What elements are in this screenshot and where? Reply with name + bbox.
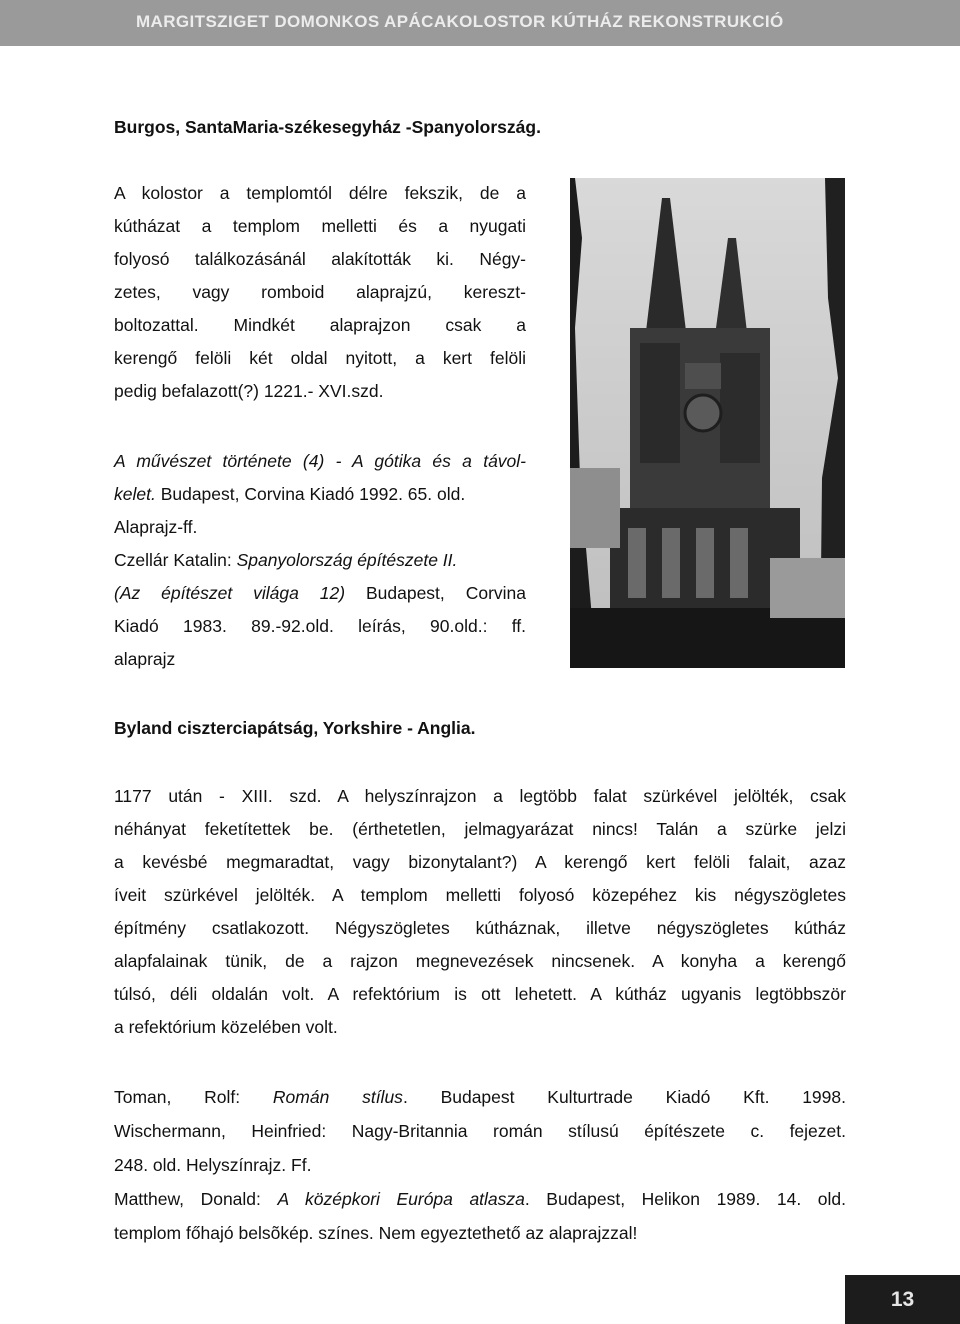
byland-body (114, 780, 846, 1044)
text-line: néhányat feketítettek be. (érthetetlen, jelmagyarázat nincs! Talán a szürke jelzi (114, 819, 846, 839)
page-number-box (845, 1275, 960, 1324)
text-line: kerengő felöli két oldal nyitott, a kert felöli (114, 348, 526, 368)
book-title: Román stílus (272, 1087, 403, 1107)
header-title: MARGITSZIGET DOMONKOS APÁCAKOLOSTOR KÚTHÁZ REKONSTRUKCIÓ (136, 12, 784, 31)
series-title: (Az építészet világa 12) (114, 583, 346, 603)
burgos-references (114, 445, 526, 676)
reference-line (114, 544, 526, 577)
text-line: íveit szürkével jelölték. A templom melletti folyosó közepéhez kis négyszögletes (114, 885, 846, 905)
book-title: Spanyolország építészete II. (236, 550, 458, 570)
section-heading-burgos: Burgos, SantaMaria-székesegyház -Spanyolország. (114, 117, 541, 137)
reference-line: Alaprajz-ff. (114, 517, 198, 537)
page-header-bar (0, 0, 960, 46)
author: Matthew, Donald: (114, 1189, 278, 1209)
reference-toman (114, 1080, 846, 1114)
book-title: kelet. (114, 484, 156, 504)
author: Toman, Rolf: (114, 1087, 273, 1107)
publisher-info: Budapest, Corvina (345, 583, 526, 603)
page-number: 13 (890, 1288, 915, 1311)
text-line: A kolostor a templomtól délre fekszik, de a (114, 183, 526, 203)
burgos-description (114, 177, 526, 408)
book-title: A középkori Európa atlasza (277, 1189, 525, 1209)
text-line: túlsó, déli oldalán volt. A refektórium is ott lehetett. A kútház ugyanis legtöbbször (114, 984, 846, 1004)
section-heading-byland: Byland ciszterciapátság, Yorkshire - Anglia. (114, 718, 476, 738)
bibliography (114, 1080, 846, 1250)
text-line: építmény csatlakozott. Négyszögletes kútháznak, illetve négyszögletes kútház (114, 918, 846, 938)
book-title: A művészet története (4) - A gótika és a távol- (114, 451, 526, 471)
author: Czellár Katalin: (114, 550, 237, 570)
reference-line: Kiadó 1983. 89.-92.old. leírás, 90.old.: ff. (114, 616, 526, 636)
text-line: kútházat a templom melletti és a nyugati (114, 216, 526, 236)
reference-matthew-note: templom főhajó belsõkép. színes. Nem egyeztethető az alaprajzzal! (114, 1223, 638, 1243)
publisher-info: . Budapest Kulturtrade Kiadó Kft. 1998. (402, 1087, 846, 1107)
reference-wischermann-pages: 248. old. Helyszínrajz. Ff. (114, 1155, 312, 1175)
text-line: a refektórium közelében volt. (114, 1017, 338, 1037)
reference-line (114, 445, 526, 478)
reference-line (114, 478, 526, 511)
text-line: folyosó találkozásánál alakították ki. Négy- (114, 249, 526, 269)
cathedral-photo (570, 178, 845, 668)
text-line: pedig befalazott(?) 1221.- XVI.szd. (114, 381, 384, 401)
text-line: a kevésbé megmaradtat, vagy bizonytalant?) A kerengő kert felöli falait, azaz (114, 852, 846, 872)
publisher-info: . Budapest, Helikon 1989. 14. old. (524, 1189, 846, 1209)
reference-wischermann: Wischermann, Heinfried: Nagy-Britannia román stílusú építészete c. fejezet. (114, 1121, 846, 1141)
text-line: alapfalainak tünik, de a rajzon megnevezések nincsenek. A konyha a kerengő (114, 951, 846, 971)
text-line: 1177 után - XIII. szd. A helyszínrajzon a legtöbb falat szürkével jelölték, csak (114, 786, 846, 806)
text-line: boltozattal. Mindkét alaprajzon csak a (114, 315, 526, 335)
publisher-info: Budapest, Corvina Kiadó 1992. 65. old. (155, 484, 466, 504)
reference-matthew (114, 1182, 846, 1216)
reference-line (114, 577, 526, 610)
text-line: zetes, vagy romboid alaprajzú, kereszt- (114, 282, 526, 302)
reference-line: alaprajz (114, 649, 176, 669)
